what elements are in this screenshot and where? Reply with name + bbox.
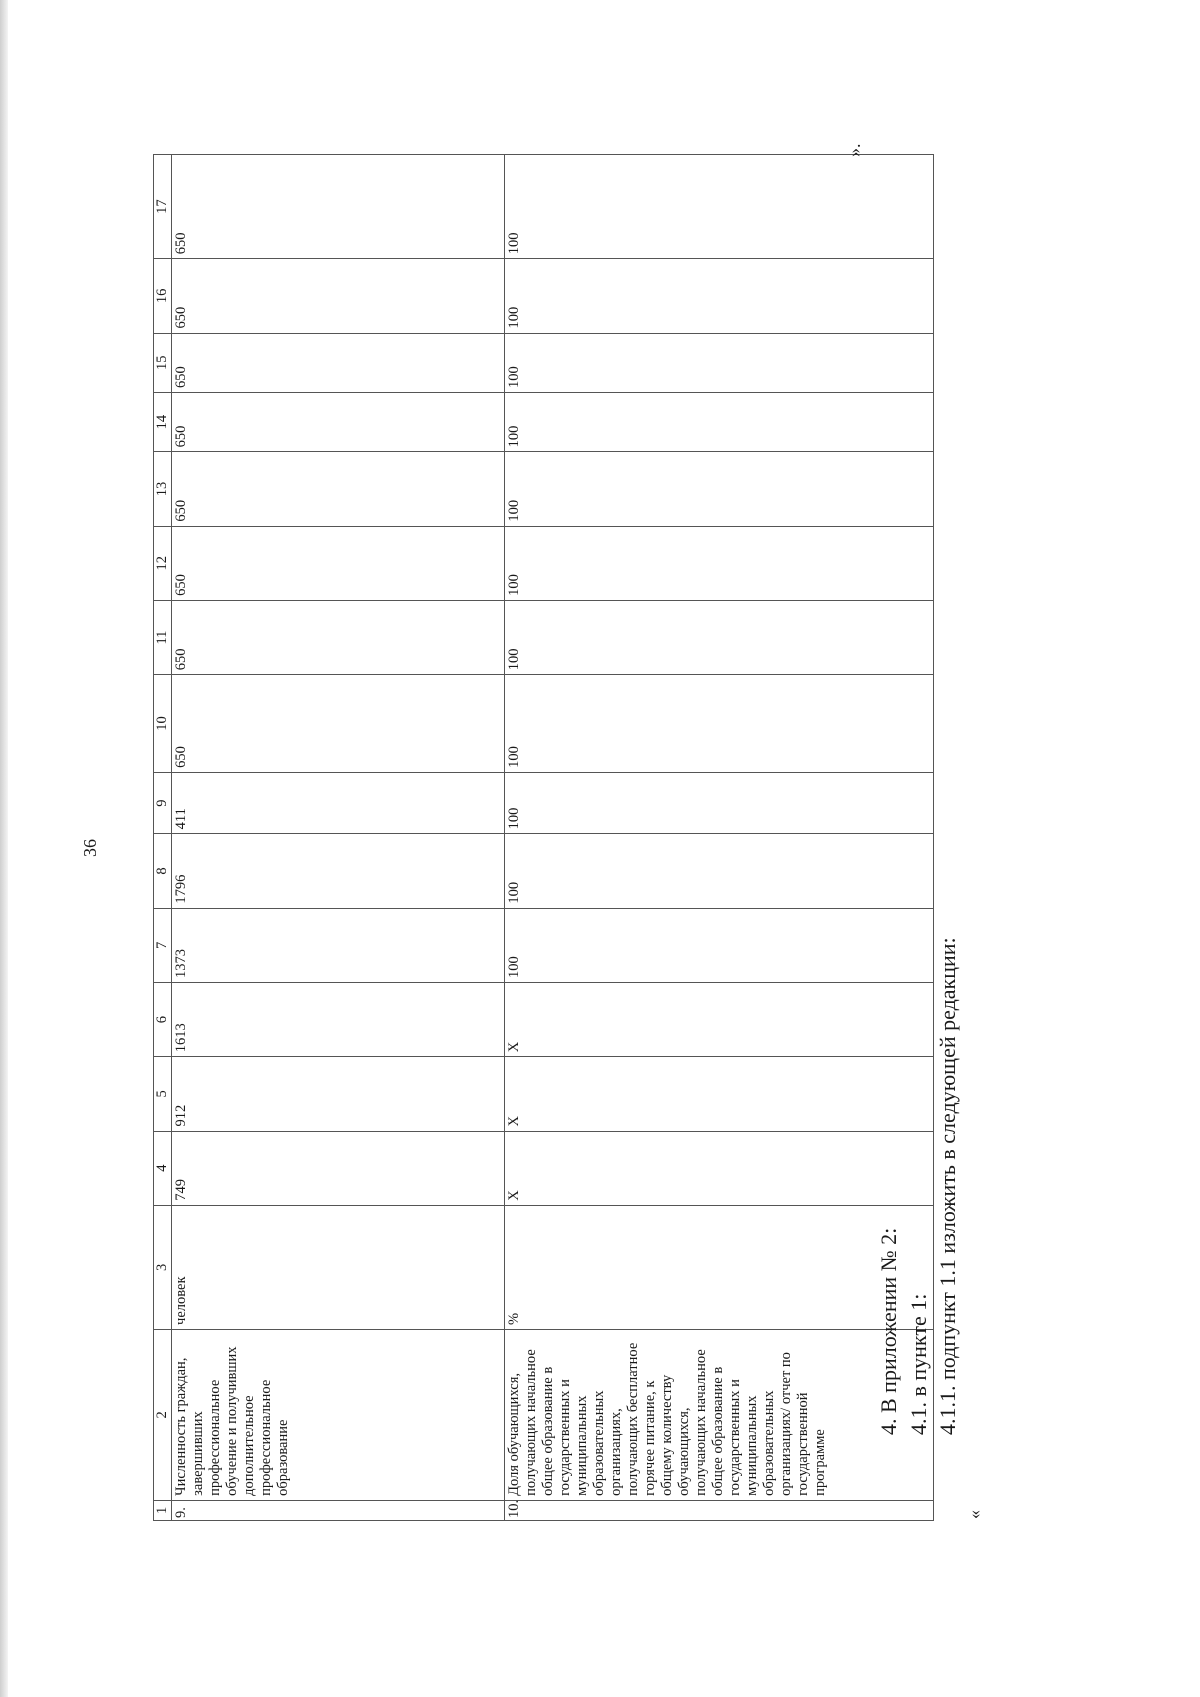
header-cell: 17 (154, 155, 172, 259)
header-cell: 12 (154, 526, 172, 600)
value-cell: X (505, 1057, 934, 1131)
row-number: 10. (505, 1500, 934, 1520)
opening-quote: « (964, 1510, 984, 1519)
table-row (505, 155, 934, 1521)
value-cell: 1613 (172, 982, 505, 1056)
value-cell: 100 (505, 333, 934, 392)
value-cell: 100 (505, 392, 934, 451)
paragraph-line: 4. В приложении № 2: (876, 1227, 901, 1435)
value-cell: 650 (172, 259, 505, 333)
header-cell: 7 (154, 908, 172, 982)
value-cell: 650 (172, 526, 505, 600)
value-cell: 100 (505, 259, 934, 333)
header-cell: 1 (154, 1500, 172, 1520)
value-cell: 100 (505, 908, 934, 982)
header-cell: 9 (154, 772, 172, 834)
indicator-table (153, 154, 934, 1521)
header-cell: 3 (154, 1205, 172, 1329)
header-cell: 11 (154, 600, 172, 674)
closing-quote: ». (844, 143, 864, 157)
header-cell: 14 (154, 392, 172, 451)
header-cell: 13 (154, 452, 172, 526)
row-number: 9. (172, 1500, 505, 1520)
value-cell: 411 (172, 772, 505, 834)
indicator-name: Численность граждан, завершивших профессиональное обучение и получивших дополнительное профессиональное образование (172, 1329, 505, 1500)
header-cell: 6 (154, 982, 172, 1056)
unit-cell: % (505, 1205, 934, 1329)
value-cell: 650 (172, 333, 505, 392)
unit-cell: человек (172, 1205, 505, 1329)
page-number: 36 (80, 839, 100, 857)
header-cell: 15 (154, 333, 172, 392)
value-cell: 100 (505, 600, 934, 674)
value-cell: 650 (172, 392, 505, 451)
value-cell: 912 (172, 1057, 505, 1131)
value-cell: 650 (172, 155, 505, 259)
header-cell: 2 (154, 1329, 172, 1500)
header-cell: 5 (154, 1057, 172, 1131)
paragraph-line: 4.1.1. подпункт 1.1 изложить в следующей редакции: (935, 937, 960, 1435)
value-cell: 100 (505, 772, 934, 834)
value-cell: X (505, 982, 934, 1056)
value-cell: 650 (172, 675, 505, 773)
value-cell: X (505, 1131, 934, 1205)
value-cell: 100 (505, 675, 934, 773)
value-cell: 100 (505, 452, 934, 526)
value-cell: 650 (172, 600, 505, 674)
value-cell: 1373 (172, 908, 505, 982)
value-cell: 100 (505, 155, 934, 259)
table-header-row (154, 155, 172, 1521)
value-cell: 100 (505, 526, 934, 600)
table-row (172, 155, 505, 1521)
header-cell: 4 (154, 1131, 172, 1205)
value-cell: 1796 (172, 834, 505, 908)
header-cell: 16 (154, 259, 172, 333)
value-cell: 650 (172, 452, 505, 526)
value-cell: 749 (172, 1131, 505, 1205)
header-cell: 10 (154, 675, 172, 773)
value-cell: 100 (505, 834, 934, 908)
paragraph-line: 4.1. в пункте 1: (906, 1293, 931, 1435)
header-cell: 8 (154, 834, 172, 908)
indicator-name: Доля обучающихся, получающих начальное общее образование в государственных и муниципальных образовательных организациях, получающих бесплатное горячее питание, к общему количеству обучающихся, получающих начальное общее образование в государственных и муниципальных образовательных организациях/ отчет по государственной программе (505, 1329, 934, 1500)
